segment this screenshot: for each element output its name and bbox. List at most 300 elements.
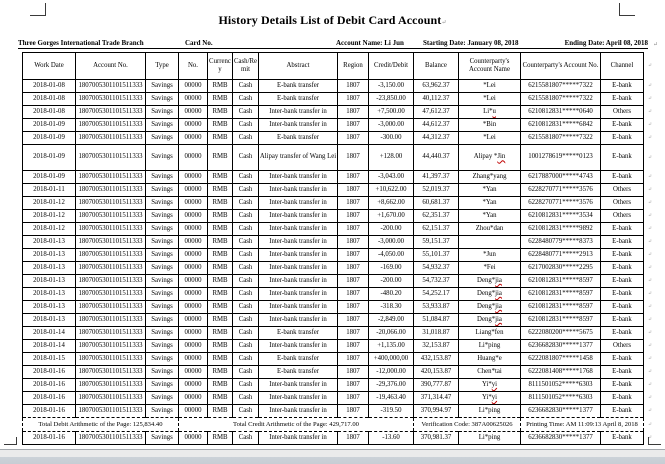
no-cell: 00000 — [179, 145, 208, 171]
work-date-cell: 2018-01-16 — [23, 392, 76, 405]
row-end-mark-icon: ↵ — [647, 187, 652, 193]
account-no-cell: 1807005301101511333 — [76, 392, 146, 405]
account-no-cell: 1807005301101511333 — [76, 379, 146, 392]
row-end-mark-icon: ↵ — [647, 174, 652, 180]
table-row — [23, 106, 644, 119]
balance-cell: 62,151.37 — [414, 223, 459, 236]
counterparty-account-no-cell: 6228270771*****3576 — [521, 184, 601, 197]
abstract-cell: Inter-bank transfer in — [259, 249, 338, 262]
counterparty-name-cell — [459, 327, 521, 340]
work-date-cell: 2018-01-08 — [23, 106, 76, 119]
no-cell: 00000 — [179, 262, 208, 275]
abstract-cell: E-bank transfer — [259, 132, 338, 145]
cash-remit-cell: Cash — [233, 119, 259, 132]
counterparty-account-no-cell: 6210812831*****9892 — [521, 223, 601, 236]
work-date-cell: 2018-01-11 — [23, 184, 76, 197]
account-no-cell: 1807005301101511333 — [76, 119, 146, 132]
column-header-counterparty-name: Counterparty's Account Name — [459, 53, 521, 80]
work-date-cell: 2018-01-09 — [23, 119, 76, 132]
currency-cell: RMB — [208, 432, 233, 445]
channel-text: Others — [612, 341, 632, 349]
balance-cell: 370,994.97 — [414, 405, 459, 418]
counterparty-name-cell — [459, 223, 521, 236]
branch-name: Three Gorges International Trade Branch — [18, 39, 144, 47]
cash-remit-cell: Cash — [233, 171, 259, 184]
region-cell: 1807 — [338, 80, 369, 93]
balance-cell: 54,932.37 — [414, 262, 459, 275]
counterparty-name-text: *Bin — [482, 120, 497, 128]
row-end-mark-icon: ↵ — [647, 96, 652, 102]
counterparty-name-cell — [459, 119, 521, 132]
counterparty-name-cell — [459, 288, 521, 301]
work-date-cell: 2018-01-09 — [23, 145, 76, 171]
row-end-mark-icon: ↵ — [647, 155, 652, 160]
balance-cell: 62,351.37 — [414, 210, 459, 223]
work-date-cell: 2018-01-13 — [23, 249, 76, 262]
row-end-mark-icon: ↵ — [647, 265, 652, 271]
channel-text: E-bank — [612, 393, 632, 401]
account-no-cell: 1807005301101511333 — [76, 93, 146, 106]
cash-remit-cell: Cash — [233, 93, 259, 106]
table-row — [23, 301, 644, 314]
page-title-text: History Details List of Debit Card Account — [218, 13, 442, 27]
credit-debit-cell: -4,050.00 — [369, 249, 414, 262]
counterparty-name-cell — [459, 93, 521, 106]
channel-cell — [601, 340, 652, 353]
currency-cell: RMB — [208, 366, 233, 379]
cash-remit-cell: Cash — [233, 366, 259, 379]
table-row — [23, 119, 644, 132]
counterparty-name-text: *Yan — [482, 211, 497, 219]
cash-remit-cell: Cash — [233, 262, 259, 275]
channel-text: E-bank — [612, 263, 632, 271]
work-date-cell: 2018-01-13 — [23, 236, 76, 249]
counterparty-account-no-cell: 6217002830*****2295 — [521, 262, 601, 275]
type-cell: Savings — [146, 288, 179, 301]
column-header-type: Type — [146, 53, 179, 80]
counterparty-name-misspelled-text: Jin — [497, 153, 506, 161]
credit-debit-cell: -20,066.00 — [369, 327, 414, 340]
account-no-cell: 1807005301101511333 — [76, 210, 146, 223]
type-cell: Savings — [146, 262, 179, 275]
work-date-cell: 2018-01-13 — [23, 275, 76, 288]
column-header-work-date: Work Date — [23, 53, 76, 80]
no-cell: 00000 — [179, 405, 208, 418]
abstract-cell: Inter-bank transfer in — [259, 301, 338, 314]
column-header-region: Region — [338, 53, 369, 80]
cash-remit-cell: Cash — [233, 80, 259, 93]
channel-cell — [601, 392, 652, 405]
channel-cell — [601, 197, 652, 210]
credit-debit-cell: -3,150.00 — [369, 80, 414, 93]
channel-text: E-bank — [612, 289, 632, 297]
account-no-cell: 1807005301101511333 — [76, 197, 146, 210]
counterparty-account-no-cell: 6222081807*****1458 — [521, 353, 601, 366]
table-row — [23, 249, 644, 262]
type-cell: Savings — [146, 405, 179, 418]
work-date-cell: 2018-01-16 — [23, 366, 76, 379]
channel-cell — [601, 327, 652, 340]
abstract-cell: Inter-bank transfer in — [259, 405, 338, 418]
table-row — [23, 223, 644, 236]
currency-cell: RMB — [208, 379, 233, 392]
table-row — [23, 340, 644, 353]
balance-cell: 47,612.37 — [414, 106, 459, 119]
abstract-cell: Inter-bank transfer in — [259, 197, 338, 210]
credit-debit-cell: -19,463.40 — [369, 392, 414, 405]
channel-text: E-bank — [612, 354, 632, 362]
account-info-line — [18, 39, 658, 49]
row-end-mark-icon: ↵ — [647, 213, 652, 219]
no-cell: 00000 — [179, 236, 208, 249]
credit-debit-cell: -318.30 — [369, 301, 414, 314]
region-cell: 1807 — [338, 249, 369, 262]
region-cell: 1807 — [338, 106, 369, 119]
channel-cell — [601, 80, 652, 93]
table-row — [23, 262, 644, 275]
region-cell: 1807 — [338, 119, 369, 132]
no-cell: 00000 — [179, 432, 208, 445]
region-cell: 1807 — [338, 366, 369, 379]
type-cell: Savings — [146, 353, 179, 366]
currency-cell: RMB — [208, 119, 233, 132]
no-cell: 00000 — [179, 171, 208, 184]
abstract-cell: Inter-bank transfer in — [259, 275, 338, 288]
channel-text: E-bank — [612, 276, 632, 284]
summary-printing-time-text: Printing Time: AM 11:09:13 April 8, 2018 — [526, 420, 638, 428]
page-outside-background — [0, 449, 665, 464]
table-row — [23, 432, 644, 445]
credit-debit-cell: -23,850.00 — [369, 93, 414, 106]
row-end-mark-icon: ↵ — [647, 200, 652, 206]
currency-cell: RMB — [208, 171, 233, 184]
channel-text: E-bank — [612, 328, 632, 336]
work-date-cell: 2018-01-16 — [23, 379, 76, 392]
row-end-mark-icon: ↵ — [647, 83, 652, 89]
work-date-cell: 2018-01-14 — [23, 340, 76, 353]
balance-cell: 32,153.87 — [414, 340, 459, 353]
work-date-cell: 2018-01-12 — [23, 210, 76, 223]
type-cell: Savings — [146, 80, 179, 93]
abstract-cell: E-bank transfer — [259, 327, 338, 340]
cash-remit-cell: Cash — [233, 275, 259, 288]
region-cell: 1807 — [338, 353, 369, 366]
balance-cell: 432,153.87 — [414, 353, 459, 366]
channel-cell — [601, 223, 652, 236]
table-row — [23, 314, 644, 327]
channel-cell — [601, 171, 652, 184]
credit-debit-cell: -12,000.00 — [369, 366, 414, 379]
row-end-mark-icon: ↵ — [647, 408, 652, 414]
no-cell: 00000 — [179, 223, 208, 236]
abstract-cell: Inter-bank transfer in — [259, 379, 338, 392]
channel-cell — [601, 275, 652, 288]
counterparty-name-text: Li*ping — [478, 433, 501, 441]
account-no-cell: 1807005301101511333 — [76, 80, 146, 93]
credit-debit-cell: -2,849.00 — [369, 314, 414, 327]
table-row — [23, 236, 644, 249]
row-end-mark-icon: ↵ — [647, 252, 652, 258]
ending-date-label: Ending Date: April 08, 2018 — [564, 39, 648, 47]
counterparty-account-no-cell: 6236682830*****1377 — [521, 405, 601, 418]
counterparty-name-cell — [459, 314, 521, 327]
channel-cell — [601, 432, 652, 445]
account-no-cell: 1807005301101511333 — [76, 432, 146, 445]
credit-debit-cell: +8,662.00 — [369, 197, 414, 210]
crop-mark-bottom-right-icon — [648, 437, 661, 445]
type-cell: Savings — [146, 119, 179, 132]
table-row — [23, 80, 644, 93]
region-cell: 1807 — [338, 432, 369, 445]
channel-cell — [601, 132, 652, 145]
no-cell: 00000 — [179, 93, 208, 106]
account-no-cell: 1807005301101511333 — [76, 340, 146, 353]
channel-text: E-bank — [612, 302, 632, 310]
counterparty-name-misspelled-text: yi — [491, 393, 498, 401]
counterparty-name-text: Deng* — [477, 315, 496, 323]
counterparty-name-misspelled-text: jia — [495, 315, 502, 323]
channel-cell — [601, 236, 652, 249]
abstract-cell: Inter-bank transfer in — [259, 106, 338, 119]
column-header-cash-remit: Cash/Remit — [233, 53, 259, 80]
row-end-mark-icon: ↵ — [647, 317, 652, 323]
row-end-mark-icon: ↵ — [647, 343, 652, 349]
counterparty-name-cell — [459, 432, 521, 445]
card-no-label: Card No. — [185, 39, 213, 47]
cash-remit-cell: Cash — [233, 327, 259, 340]
credit-debit-cell: -3,043.00 — [369, 171, 414, 184]
no-cell: 00000 — [179, 301, 208, 314]
account-no-cell: 1807005301101511333 — [76, 249, 146, 262]
region-cell: 1807 — [338, 379, 369, 392]
row-end-mark-icon: ↵ — [647, 369, 652, 375]
row-end-mark-icon: ↵ — [647, 122, 652, 128]
no-cell: 00000 — [179, 197, 208, 210]
counterparty-name-cell — [459, 275, 521, 288]
region-cell: 1807 — [338, 145, 369, 171]
type-cell: Savings — [146, 314, 179, 327]
counterparty-name-cell — [459, 197, 521, 210]
account-no-cell: 1807005301101511333 — [76, 262, 146, 275]
balance-cell: 51,084.87 — [414, 314, 459, 327]
counterparty-name-cell — [459, 392, 521, 405]
table-row — [23, 197, 644, 210]
currency-cell: RMB — [208, 314, 233, 327]
account-no-cell: 1807005301101511333 — [76, 288, 146, 301]
cash-remit-cell: Cash — [233, 197, 259, 210]
channel-text: Others — [612, 198, 632, 206]
region-cell: 1807 — [338, 171, 369, 184]
region-cell: 1807 — [338, 392, 369, 405]
channel-text: Others — [612, 185, 632, 193]
channel-text: E-bank — [612, 120, 632, 128]
counterparty-name-cell — [459, 249, 521, 262]
counterparty-name-text: Huang*e — [477, 354, 502, 362]
account-no-cell: 1807005301101511333 — [76, 171, 146, 184]
paragraph-mark-icon: ↵ — [652, 42, 658, 48]
region-cell: 1807 — [338, 210, 369, 223]
counterparty-name-cell — [459, 340, 521, 353]
column-header-no: No. — [179, 53, 208, 80]
page-summary-row — [23, 418, 644, 432]
summary-total-debit: Total Debit Arithmetic of the Page: 125,834.40 — [23, 418, 179, 432]
region-cell: 1807 — [338, 184, 369, 197]
row-end-mark-icon: ↵ — [647, 63, 652, 69]
row-end-mark-icon: ↵ — [647, 109, 652, 115]
counterparty-name-text: *Jun — [483, 250, 496, 258]
type-cell: Savings — [146, 340, 179, 353]
abstract-cell: Alipay transfer of Wang Lei — [259, 145, 338, 171]
balance-cell: 44,440.37 — [414, 145, 459, 171]
channel-cell — [601, 366, 652, 379]
currency-cell: RMB — [208, 80, 233, 93]
abstract-cell: E-bank transfer — [259, 366, 338, 379]
region-cell: 1807 — [338, 197, 369, 210]
row-end-mark-icon: ↵ — [647, 135, 652, 141]
account-no-cell: 1807005301101511333 — [76, 301, 146, 314]
credit-debit-cell: +7,500.00 — [369, 106, 414, 119]
counterparty-name-misspelled-text: jia — [495, 276, 502, 284]
type-cell: Savings — [146, 132, 179, 145]
cash-remit-cell: Cash — [233, 210, 259, 223]
account-no-cell: 1807005301101511333 — [76, 327, 146, 340]
channel-cell — [601, 145, 652, 171]
counterparty-name-cell — [459, 405, 521, 418]
channel-cell — [601, 353, 652, 366]
counterparty-name-text: *Fei — [483, 263, 496, 271]
currency-cell: RMB — [208, 392, 233, 405]
account-no-cell: 1807005301101511333 — [76, 184, 146, 197]
currency-cell: RMB — [208, 145, 233, 171]
work-date-cell: 2018-01-12 — [23, 223, 76, 236]
row-end-mark-icon: ↵ — [647, 239, 652, 245]
counterparty-account-no-cell: 6228480771*****2913 — [521, 249, 601, 262]
type-cell: Savings — [146, 236, 179, 249]
channel-cell — [601, 301, 652, 314]
channel-text: E-bank — [612, 433, 632, 441]
row-end-mark-icon: ↵ — [647, 291, 652, 297]
cash-remit-cell: Cash — [233, 184, 259, 197]
counterparty-name-cell — [459, 80, 521, 93]
currency-cell: RMB — [208, 236, 233, 249]
counterparty-account-no-cell: 6228270771*****3576 — [521, 197, 601, 210]
no-cell: 00000 — [179, 210, 208, 223]
balance-cell: 59,151.37 — [414, 236, 459, 249]
counterparty-name-cell — [459, 262, 521, 275]
table-row — [23, 392, 644, 405]
abstract-cell: Inter-bank transfer in — [259, 314, 338, 327]
cash-remit-cell: Cash — [233, 249, 259, 262]
currency-cell: RMB — [208, 93, 233, 106]
region-cell: 1807 — [338, 93, 369, 106]
currency-cell: RMB — [208, 223, 233, 236]
region-cell: 1807 — [338, 262, 369, 275]
type-cell: Savings — [146, 184, 179, 197]
region-cell: 1807 — [338, 327, 369, 340]
cash-remit-cell: Cash — [233, 236, 259, 249]
account-no-cell: 1807005301101511333 — [76, 223, 146, 236]
row-end-mark-icon: ↵ — [647, 435, 652, 441]
account-no-cell: 1807005301101511333 — [76, 366, 146, 379]
channel-cell — [601, 379, 652, 392]
row-end-mark-icon: ↵ — [647, 356, 652, 362]
abstract-cell: Inter-bank transfer in — [259, 236, 338, 249]
counterparty-account-no-cell: 6210812831*****8597 — [521, 275, 601, 288]
counterparty-name-cell — [459, 301, 521, 314]
row-end-mark-icon: ↵ — [647, 422, 652, 427]
table-row — [23, 93, 644, 106]
work-date-cell: 2018-01-13 — [23, 314, 76, 327]
currency-cell: RMB — [208, 327, 233, 340]
table-row — [23, 379, 644, 392]
channel-cell — [601, 119, 652, 132]
column-header-account-no: Account No. — [76, 53, 146, 80]
credit-debit-cell: +1,670.00 — [369, 210, 414, 223]
no-cell: 00000 — [179, 275, 208, 288]
type-cell: Savings — [146, 366, 179, 379]
counterparty-name-text: *Yan — [482, 185, 497, 193]
summary-printing-time — [521, 418, 652, 432]
abstract-cell: E-bank transfer — [259, 80, 338, 93]
counterparty-name-text: *Lei — [483, 133, 496, 141]
cash-remit-cell: Cash — [233, 314, 259, 327]
type-cell: Savings — [146, 210, 179, 223]
counterparty-name-text: Zhang*yang — [472, 172, 507, 180]
no-cell: 00000 — [179, 184, 208, 197]
counterparty-name-misspelled-text: jia — [495, 289, 502, 297]
credit-debit-cell: -13.60 — [369, 432, 414, 445]
counterparty-name-text: Li*ping — [478, 406, 501, 414]
channel-text: E-bank — [612, 153, 632, 161]
type-cell: Savings — [146, 145, 179, 171]
no-cell: 00000 — [179, 119, 208, 132]
balance-cell: 41,397.37 — [414, 171, 459, 184]
account-no-cell: 1807005301101511333 — [76, 353, 146, 366]
type-cell: Savings — [146, 93, 179, 106]
summary-verification-code: Verification Code: 387A00625026 — [414, 418, 521, 432]
summary-total-credit: Total Credit Arithmetic of the Page: 429,717.00 — [179, 418, 414, 432]
counterparty-name-text: Alipay * — [473, 153, 498, 161]
counterparty-name-cell — [459, 171, 521, 184]
region-cell: 1807 — [338, 223, 369, 236]
credit-debit-cell: +10,622.00 — [369, 184, 414, 197]
no-cell: 00000 — [179, 392, 208, 405]
counterparty-name-cell — [459, 210, 521, 223]
counterparty-name-misspelled-text: u — [492, 107, 496, 115]
credit-debit-cell: +128.00 — [369, 145, 414, 171]
region-cell: 1807 — [338, 236, 369, 249]
table-row — [23, 288, 644, 301]
account-no-cell: 1807005301101511333 — [76, 236, 146, 249]
type-cell: Savings — [146, 301, 179, 314]
cash-remit-cell: Cash — [233, 432, 259, 445]
counterparty-account-no-cell: 6236682830*****1377 — [521, 340, 601, 353]
work-date-cell: 2018-01-08 — [23, 80, 76, 93]
column-header-credit-debit: Credit/Debit — [369, 53, 414, 80]
region-cell: 1807 — [338, 405, 369, 418]
credit-debit-cell: -300.00 — [369, 132, 414, 145]
table-row — [23, 171, 644, 184]
no-cell: 00000 — [179, 366, 208, 379]
starting-date-label: Starting Date: January 08, 2018 — [423, 39, 519, 47]
channel-text: E-bank — [612, 133, 632, 141]
channel-cell — [601, 93, 652, 106]
region-cell: 1807 — [338, 340, 369, 353]
type-cell: Savings — [146, 223, 179, 236]
channel-text: E-bank — [612, 172, 632, 180]
counterparty-name-text: *Lei — [483, 94, 496, 102]
region-cell: 1807 — [338, 275, 369, 288]
